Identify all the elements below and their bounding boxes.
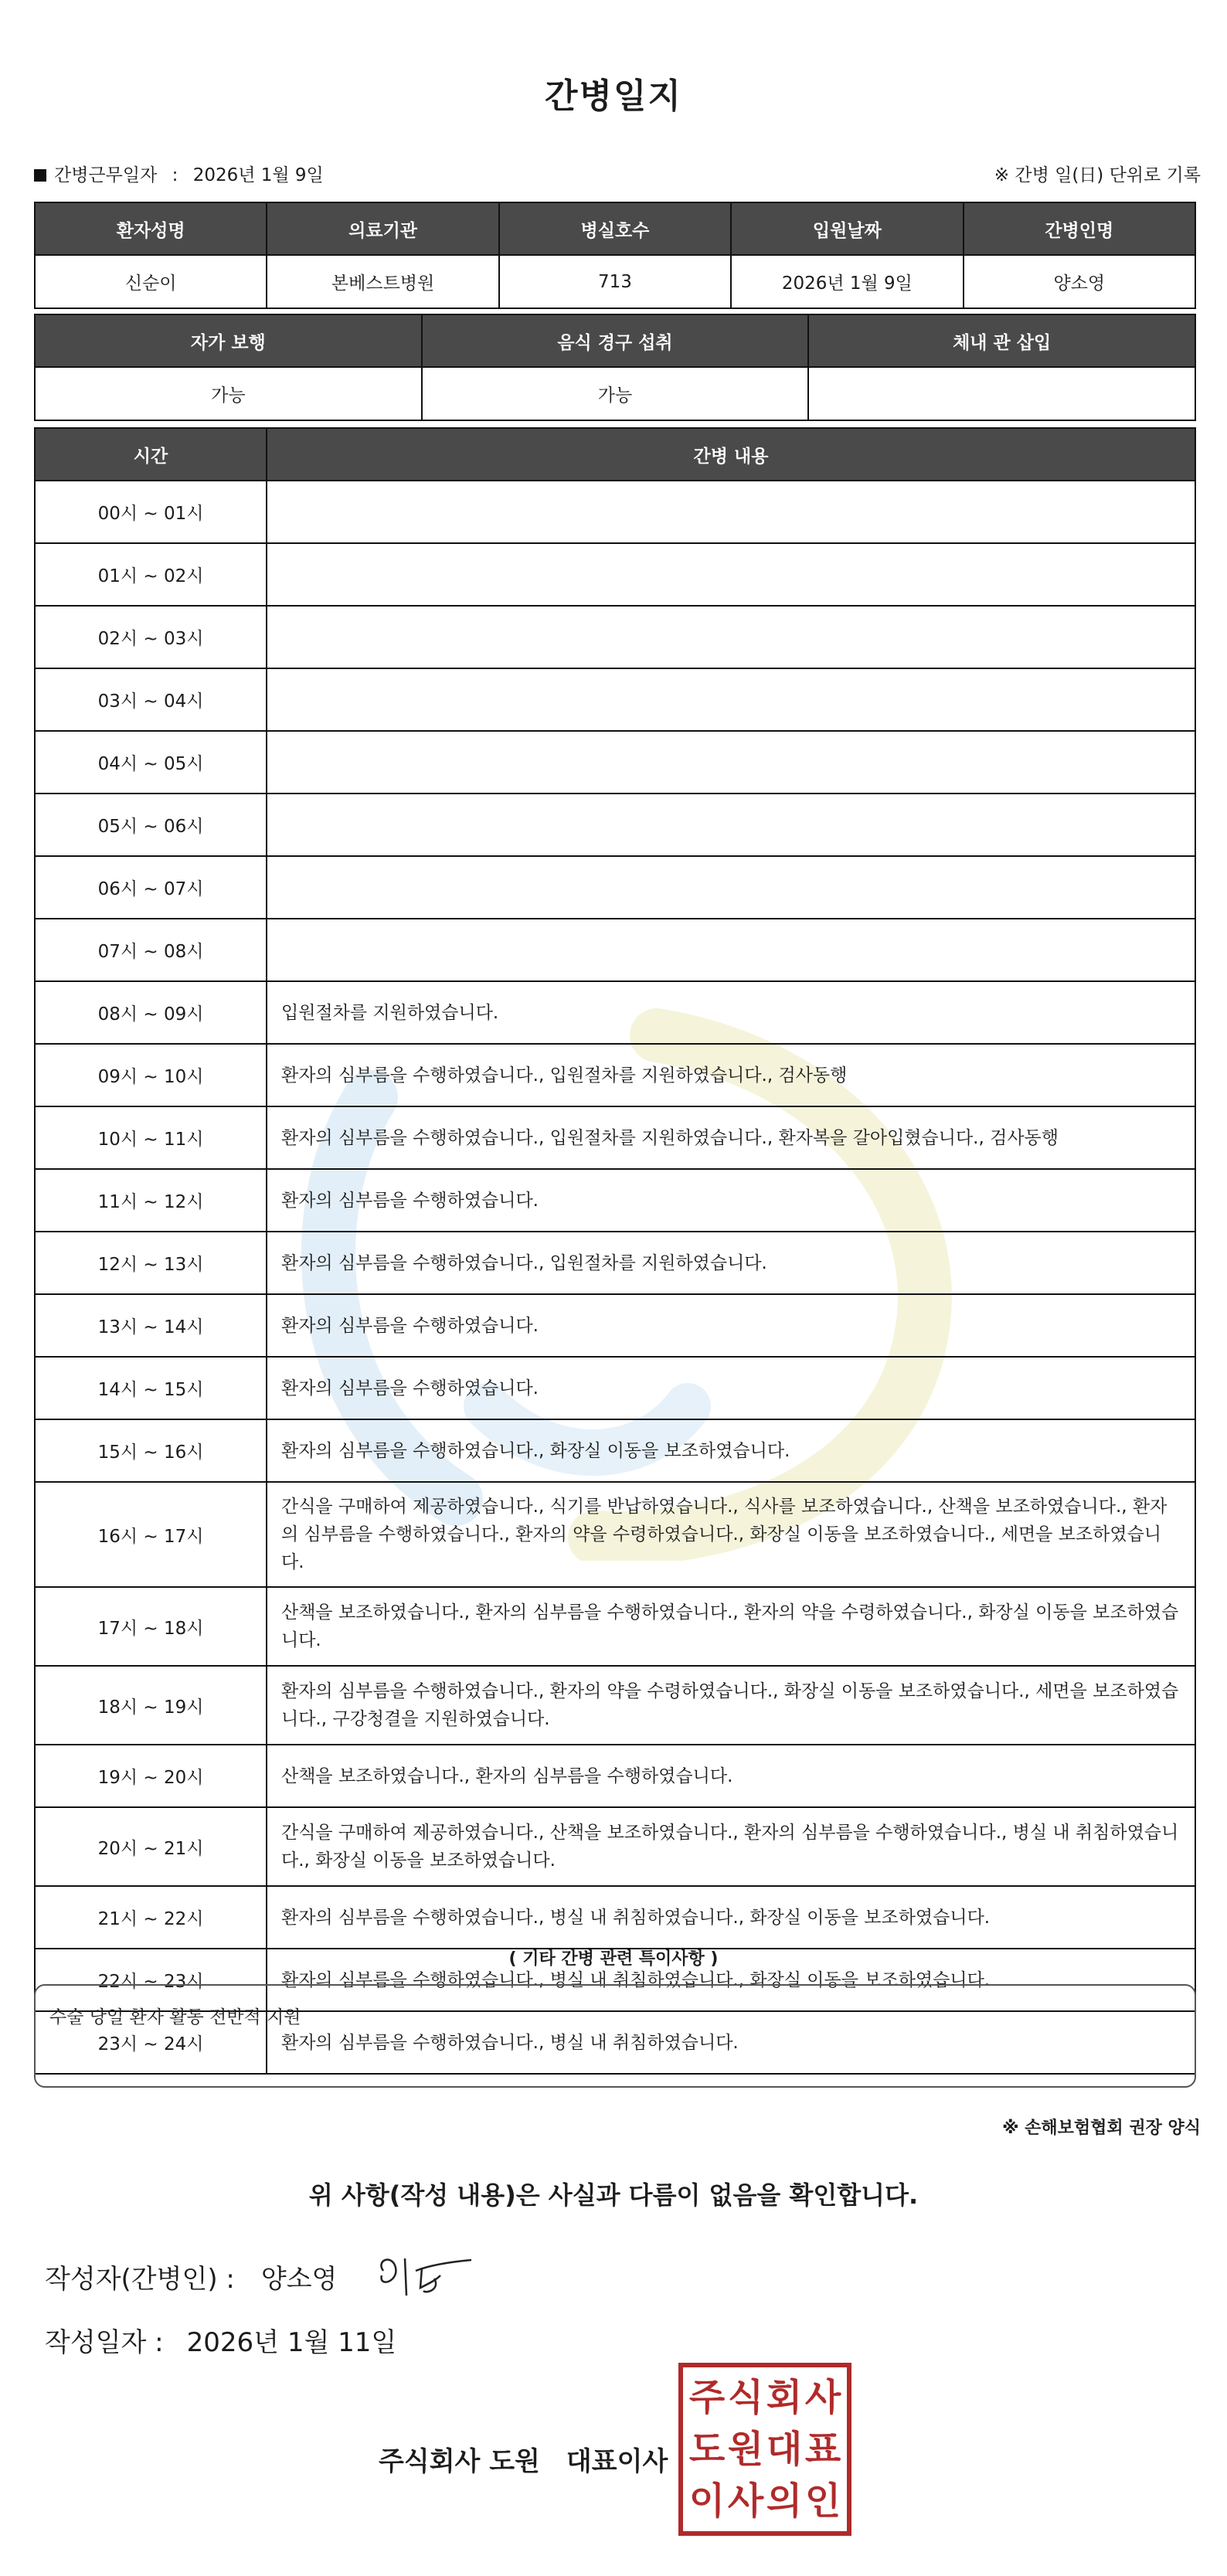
status-header-row (35, 314, 1195, 367)
log-time: 02시 ~ 03시 (35, 606, 267, 668)
oral-intake-value: 가능 (422, 367, 809, 420)
seal-char: 사 (804, 2376, 841, 2420)
seal-char: 표 (804, 2427, 841, 2471)
log-row (35, 1294, 1195, 1357)
notes-title: ( 기타 간병 관련 특이사항 ) (508, 1949, 719, 1969)
header-self-walking: 자가 보행 (35, 314, 422, 367)
log-content: 산책을 보조하였습니다., 환자의 심부름을 수행하였습니다. (267, 1745, 1195, 1807)
work-date-line: 간병근무일자 : 2026년 1월 9일 (34, 161, 324, 186)
seal-characters (688, 2372, 842, 2527)
seal-char: 주 (688, 2376, 726, 2420)
log-content: 환자의 심부름을 수행하였습니다., 화장실 이동을 보조하였습니다. (267, 1419, 1195, 1482)
log-row (35, 731, 1195, 794)
caregiver-name: 양소영 (964, 255, 1195, 308)
status-value-row (35, 367, 1195, 420)
write-date-label: 작성일자 : (45, 2327, 164, 2358)
write-date-line (45, 2321, 396, 2359)
log-content: 환자의 심부름을 수행하였습니다., 입원절차를 지원하였습니다. (267, 1232, 1195, 1294)
patient-name: 신순이 (35, 255, 267, 308)
log-row (35, 1357, 1195, 1419)
patient-header-row (35, 202, 1195, 255)
log-time: 00시 ~ 01시 (35, 481, 267, 543)
log-time: 11시 ~ 12시 (35, 1169, 267, 1232)
log-time: 20시 ~ 21시 (35, 1807, 267, 1886)
log-content: 환자의 심부름을 수행하였습니다., 입원절차를 지원하였습니다., 환자복을 갈아입혔습니다., 검사동행 (267, 1106, 1195, 1169)
log-content (267, 731, 1195, 794)
log-row (35, 543, 1195, 606)
log-time: 22시 ~ 23시 (35, 1949, 267, 2011)
patient-status-table (34, 314, 1196, 421)
header-tube-insertion: 체내 관 삽입 (808, 314, 1195, 367)
log-content (267, 794, 1195, 856)
log-content: 간식을 구매하여 제공하였습니다., 산책을 보조하였습니다., 환자의 심부름을 수행하였습니다., 병실 내 취침하였습니다., 화장실 이동을 보조하였습니다. (267, 1807, 1195, 1886)
log-time: 05시 ~ 06시 (35, 794, 267, 856)
header-oral-intake: 음식 경구 섭취 (422, 314, 809, 367)
log-content: 환자의 심부름을 수행하였습니다. (267, 1357, 1195, 1419)
seal-char: 의 (766, 2479, 803, 2523)
company-seal-stamp (678, 2363, 851, 2536)
log-content (267, 919, 1195, 981)
log-time: 01시 ~ 02시 (35, 543, 267, 606)
log-row (35, 1587, 1195, 1666)
log-row (35, 1106, 1195, 1169)
log-content (267, 543, 1195, 606)
log-time: 03시 ~ 04시 (35, 668, 267, 731)
log-content: 환자의 심부름을 수행하였습니다. (267, 1294, 1195, 1357)
header-admission-date: 입원날짜 (731, 202, 963, 255)
log-time: 17시 ~ 18시 (35, 1587, 267, 1666)
log-header-row (35, 428, 1195, 481)
log-row (35, 668, 1195, 731)
recommend-note: ※ 손해보험협회 권장 양식 (1002, 2119, 1201, 2138)
seal-char: 원 (727, 2427, 764, 2471)
log-row (35, 1666, 1195, 1745)
signature-image (369, 2245, 478, 2306)
header-hospital: 의료기관 (267, 202, 498, 255)
seal-char: 사 (727, 2479, 764, 2523)
tube-insertion-value (808, 367, 1195, 420)
writer-label: 작성자(간병인) : (45, 2264, 235, 2295)
log-content: 환자의 심부름을 수행하였습니다. (267, 1169, 1195, 1232)
page-title: 간병일지 (544, 76, 682, 116)
seal-char: 인 (804, 2479, 841, 2523)
log-content: 환자의 심부름을 수행하였습니다., 병실 내 취침하였습니다., 화장실 이동을 보조하였습니다. (267, 1949, 1195, 2011)
log-content: 입원절차를 지원하였습니다. (267, 981, 1195, 1044)
log-time: 18시 ~ 19시 (35, 1666, 267, 1745)
work-date-value: 2026년 1월 9일 (192, 165, 324, 185)
log-row (35, 919, 1195, 981)
log-row (35, 1044, 1195, 1106)
log-time: 08시 ~ 09시 (35, 981, 267, 1044)
header-time: 시간 (35, 428, 267, 481)
patient-info-table (34, 202, 1196, 309)
log-row (35, 481, 1195, 543)
log-body (35, 481, 1195, 2074)
log-time: 04시 ~ 05시 (35, 731, 267, 794)
seal-char: 도 (688, 2427, 726, 2471)
log-content: 환자의 심부름을 수행하였습니다., 병실 내 취침하였습니다. (267, 2011, 1195, 2074)
log-time: 19시 ~ 20시 (35, 1745, 267, 1807)
work-date-label: 간병근무일자 (54, 165, 158, 185)
log-row (35, 856, 1195, 919)
log-content: 환자의 심부름을 수행하였습니다., 환자의 약을 수령하였습니다., 화장실 이동을 보조하였습니다., 세면을 보조하였습니다., 구강청결을 지원하였습니다. (267, 1666, 1195, 1745)
header-room: 병실호수 (499, 202, 731, 255)
log-content (267, 668, 1195, 731)
seal-char: 대 (766, 2427, 803, 2471)
log-row (35, 606, 1195, 668)
seal-char: 식 (727, 2376, 764, 2420)
log-time: 10시 ~ 11시 (35, 1106, 267, 1169)
writer-name: 양소영 (260, 2264, 338, 2295)
unit-note: ※ 간병 일(日) 단위로 기록 (994, 165, 1201, 185)
admission-date: 2026년 1월 9일 (731, 255, 963, 308)
header-caregiver: 간병인명 (964, 202, 1195, 255)
log-row (35, 1419, 1195, 1482)
care-log-table (34, 427, 1196, 2075)
log-time: 16시 ~ 17시 (35, 1482, 267, 1587)
log-content: 환자의 심부름을 수행하였습니다., 입원절차를 지원하였습니다., 검사동행 (267, 1044, 1195, 1106)
log-content: 환자의 심부름을 수행하였습니다., 병실 내 취침하였습니다., 화장실 이동을 보조하였습니다. (267, 1886, 1195, 1949)
writer-line (45, 2258, 337, 2296)
log-content (267, 606, 1195, 668)
company-line (379, 2440, 668, 2478)
log-row (35, 1482, 1195, 1587)
log-time: 12시 ~ 13시 (35, 1232, 267, 1294)
log-time: 14시 ~ 15시 (35, 1357, 267, 1419)
confirmation-statement: 위 사항(작성 내용)은 사실과 다름이 없음을 확인합니다. (308, 2180, 919, 2210)
room-number: 713 (499, 255, 731, 308)
log-content (267, 481, 1195, 543)
log-row (35, 1745, 1195, 1807)
self-walking-value: 가능 (35, 367, 422, 420)
log-time: 15시 ~ 16시 (35, 1419, 267, 1482)
seal-char: 이 (688, 2479, 726, 2523)
log-row (35, 1169, 1195, 1232)
ceo-label: 대표이사 (566, 2446, 668, 2477)
log-row (35, 1886, 1195, 1949)
header-care-content: 간병 내용 (267, 428, 1195, 481)
log-content: 산책을 보조하였습니다., 환자의 심부름을 수행하였습니다., 환자의 약을 수령하였습니다., 화장실 이동을 보조하였습니다. (267, 1587, 1195, 1666)
log-time: 09시 ~ 10시 (35, 1044, 267, 1106)
log-content: 간식을 구매하여 제공하였습니다., 식기를 반납하였습니다., 식사를 보조하였습니다., 산책을 보조하였습니다., 환자의 심부름을 수행하였습니다., 환자의 약을 수령하였습니다., 화장실 이동을 보조하였습니다., 세면을 보조하였습니다. (267, 1482, 1195, 1587)
square-bullet-icon (34, 169, 46, 182)
patient-value-row (35, 255, 1195, 308)
write-date-value: 2026년 1월 11일 (186, 2327, 397, 2358)
seal-char: 회 (766, 2376, 803, 2420)
log-time: 13시 ~ 14시 (35, 1294, 267, 1357)
log-time: 06시 ~ 07시 (35, 856, 267, 919)
log-row (35, 1807, 1195, 1886)
log-row (35, 981, 1195, 1044)
log-time: 07시 ~ 08시 (35, 919, 267, 981)
hospital-name: 본베스트병원 (267, 255, 498, 308)
log-time: 23시 ~ 24시 (35, 2011, 267, 2074)
notes-box: 수술 당일 환자 활동 전반적 지원 (34, 1984, 1196, 2088)
log-content (267, 856, 1195, 919)
log-row (35, 794, 1195, 856)
company-name: 주식회사 도원 (379, 2446, 540, 2477)
header-patient-name: 환자성명 (35, 202, 267, 255)
log-time: 21시 ~ 22시 (35, 1886, 267, 1949)
log-row (35, 1232, 1195, 1294)
